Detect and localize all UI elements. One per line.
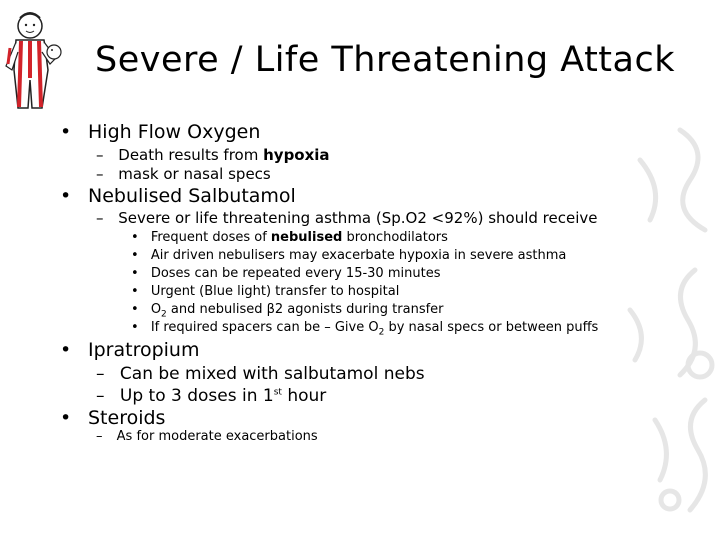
salbutamol-subitem-1-text: Severe or life threatening asthma (Sp.O2 <92%) should receive bbox=[118, 209, 598, 227]
salbutamol-item-5-text: O bbox=[150, 302, 162, 317]
oxygen-subitem-1-bold: hypoxia bbox=[263, 146, 330, 164]
steroids-heading: Steroids bbox=[88, 407, 166, 429]
salbutamol-item-1 bbox=[131, 230, 448, 245]
salbutamol-item-1-bold: nebulised bbox=[270, 230, 343, 245]
bullet-marker: • bbox=[131, 266, 139, 281]
bullet-marker: • bbox=[60, 407, 72, 429]
dash-marker: – bbox=[96, 386, 105, 406]
salbutamol-item-6 bbox=[131, 320, 599, 338]
steroids-subitem-1-text: As for moderate exacerbations bbox=[116, 429, 318, 444]
subscript-2: 2 bbox=[378, 327, 385, 338]
ipratropium-subitem-2-rest: hour bbox=[281, 386, 327, 406]
bullet-marker: • bbox=[131, 248, 139, 263]
salbutamol-bullet bbox=[60, 185, 71, 207]
bullet-marker: • bbox=[60, 185, 72, 207]
salbutamol-item-1-text: Frequent doses of bbox=[150, 230, 271, 245]
salbutamol-subitem-1 bbox=[96, 209, 597, 227]
salbutamol-item-5 bbox=[131, 302, 444, 320]
dash-marker: – bbox=[96, 209, 104, 227]
bullet-marker: • bbox=[60, 339, 72, 361]
salbutamol-item-6-text: If required spacers can be – Give O bbox=[150, 320, 379, 335]
salbutamol-heading: Nebulised Salbutamol bbox=[88, 185, 296, 207]
dash-marker: – bbox=[96, 429, 103, 444]
oxygen-subitem-1-text: Death results from bbox=[118, 146, 264, 164]
salbutamol-item-4-text: Urgent (Blue light) transfer to hospital bbox=[150, 284, 400, 299]
subscript-2: 2 bbox=[161, 309, 167, 320]
bullet-marker: • bbox=[60, 121, 72, 143]
superscript-st: st bbox=[273, 387, 282, 398]
swirl-decoration-icon bbox=[610, 120, 720, 530]
bullet-marker: • bbox=[131, 284, 139, 299]
ipratropium-bullet bbox=[60, 339, 71, 361]
salbutamol-item-6-rest: by nasal specs or between puffs bbox=[384, 320, 599, 335]
dash-marker: – bbox=[96, 165, 104, 183]
salbutamol-item-5-rest: and nebulised β2 agonists during transfer bbox=[166, 302, 444, 317]
dash-marker: – bbox=[96, 146, 104, 164]
steroids-bullet bbox=[60, 407, 71, 429]
salbutamol-item-3 bbox=[131, 266, 440, 281]
salbutamol-item-2 bbox=[131, 248, 566, 263]
oxygen-subitem-2-text: mask or nasal specs bbox=[118, 165, 271, 183]
child-logo-icon bbox=[2, 8, 64, 118]
ipratropium-heading: Ipratropium bbox=[88, 339, 200, 361]
salbutamol-item-4 bbox=[131, 284, 399, 299]
oxygen-subitem-1 bbox=[96, 146, 330, 164]
bullet-marker: • bbox=[131, 230, 139, 245]
oxygen-subitem-2 bbox=[96, 165, 271, 183]
oxygen-bullet bbox=[60, 121, 71, 143]
oxygen-heading: High Flow Oxygen bbox=[88, 121, 261, 143]
ipratropium-subitem-2 bbox=[96, 386, 326, 406]
ipratropium-subitem-1 bbox=[96, 364, 425, 384]
dash-marker: – bbox=[96, 364, 105, 384]
bullet-marker: • bbox=[131, 302, 139, 317]
ipratropium-subitem-1-text: Can be mixed with salbutamol nebs bbox=[119, 364, 425, 384]
bullet-marker: • bbox=[131, 320, 139, 335]
ipratropium-subitem-2-text: Up to 3 doses in 1 bbox=[119, 386, 274, 406]
steroids-subitem-1 bbox=[96, 429, 318, 444]
salbutamol-item-1-rest: bronchodilators bbox=[342, 230, 448, 245]
slide-title: Severe / Life Threatening Attack bbox=[95, 40, 675, 80]
salbutamol-item-3-text: Doses can be repeated every 15-30 minutes bbox=[150, 266, 441, 281]
salbutamol-item-2-text: Air driven nebulisers may exacerbate hypoxia in severe asthma bbox=[150, 248, 567, 263]
